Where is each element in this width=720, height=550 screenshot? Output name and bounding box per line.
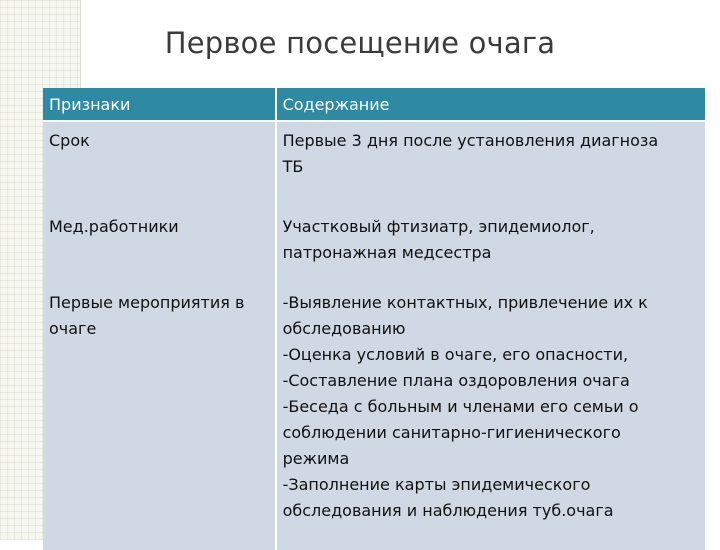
cell-line: -Выявление контактных, привлечение их к xyxy=(282,293,648,312)
cell-line: соблюдении санитарно-гигиенического xyxy=(282,423,621,442)
info-table xyxy=(43,88,705,550)
cell-line: -Составление плана оздоровления очага xyxy=(282,371,630,390)
cell-line: очаге xyxy=(49,319,97,338)
table-row xyxy=(43,284,705,550)
cell-line: обследования и наблюдения туб.очага xyxy=(282,501,614,520)
header-priznaki: Признаки xyxy=(43,88,276,121)
cell-line: -Заполнение карты эпидемического xyxy=(282,475,591,494)
row-content xyxy=(276,284,705,550)
cell-line: патронажная медсестра xyxy=(282,243,492,262)
table-header-row xyxy=(43,88,705,121)
cell-line: Участковый фтизиатр, эпидемиолог, xyxy=(282,217,595,236)
row-label xyxy=(43,208,276,284)
cell-line: Мед.работники xyxy=(49,217,179,236)
cell-line: -Оценка условий в очаге, его опасности, xyxy=(282,345,629,364)
cell-line: Первые мероприятия в xyxy=(49,293,245,312)
cell-line: режима xyxy=(282,449,350,468)
header-soderzhanie: Содержание xyxy=(276,88,705,121)
slide-title: Первое посещение очага xyxy=(164,26,556,60)
cell-line: Первые 3 дня после установления диагноза xyxy=(282,131,659,150)
cell-line: -Беседа с больным и членами его семьи о xyxy=(282,397,639,416)
cell-line: ТБ xyxy=(282,157,304,176)
row-label xyxy=(43,121,276,208)
row-label xyxy=(43,284,276,550)
row-content xyxy=(276,208,705,284)
cell-line: Срок xyxy=(49,131,90,150)
row-content xyxy=(276,121,705,208)
table-row xyxy=(43,208,705,284)
table-row xyxy=(43,121,705,208)
cell-line: обследованию xyxy=(282,319,406,338)
